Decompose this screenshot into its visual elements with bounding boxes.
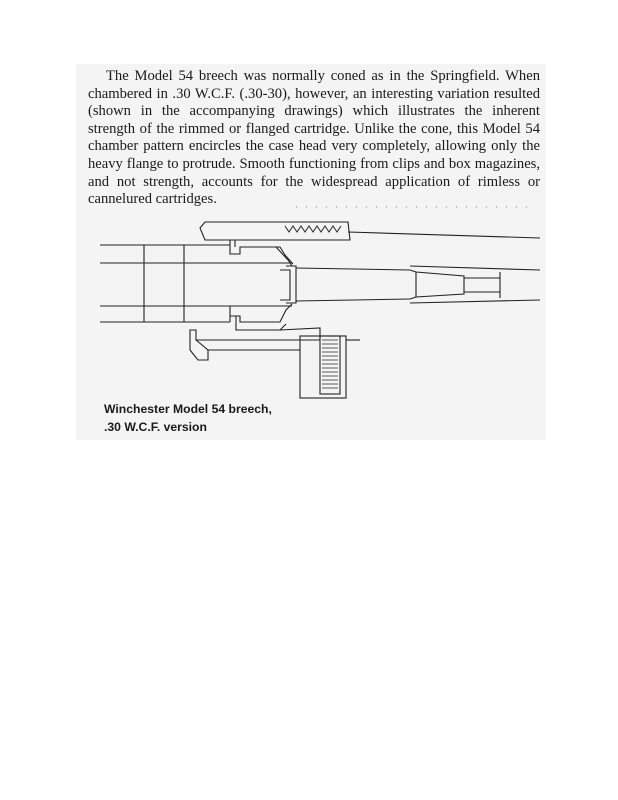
figure-caption <box>104 401 272 436</box>
caption-line-2: .30 W.C.F. version <box>104 419 207 434</box>
caption-line-1: Winchester Model 54 breech, <box>104 402 272 416</box>
body-paragraph: The Model 54 breech was normally coned as in the Springfield. When chambered in .30 W.C.F. (.30-30), however, an interesting variation resulted (shown in the accompanying drawings) which illustrates the inherent strength of the rimmed or flanged cartridge. Unlike the cone, this Model 54 chamber pattern encircles the case head very completely, allowing only the heavy flange to protrude. Smooth functioning from clips and box magazines, and not strength, accounts for the widespread application of rimless or cannelured cartridges. <box>88 68 540 208</box>
breech-diagram <box>80 200 544 406</box>
